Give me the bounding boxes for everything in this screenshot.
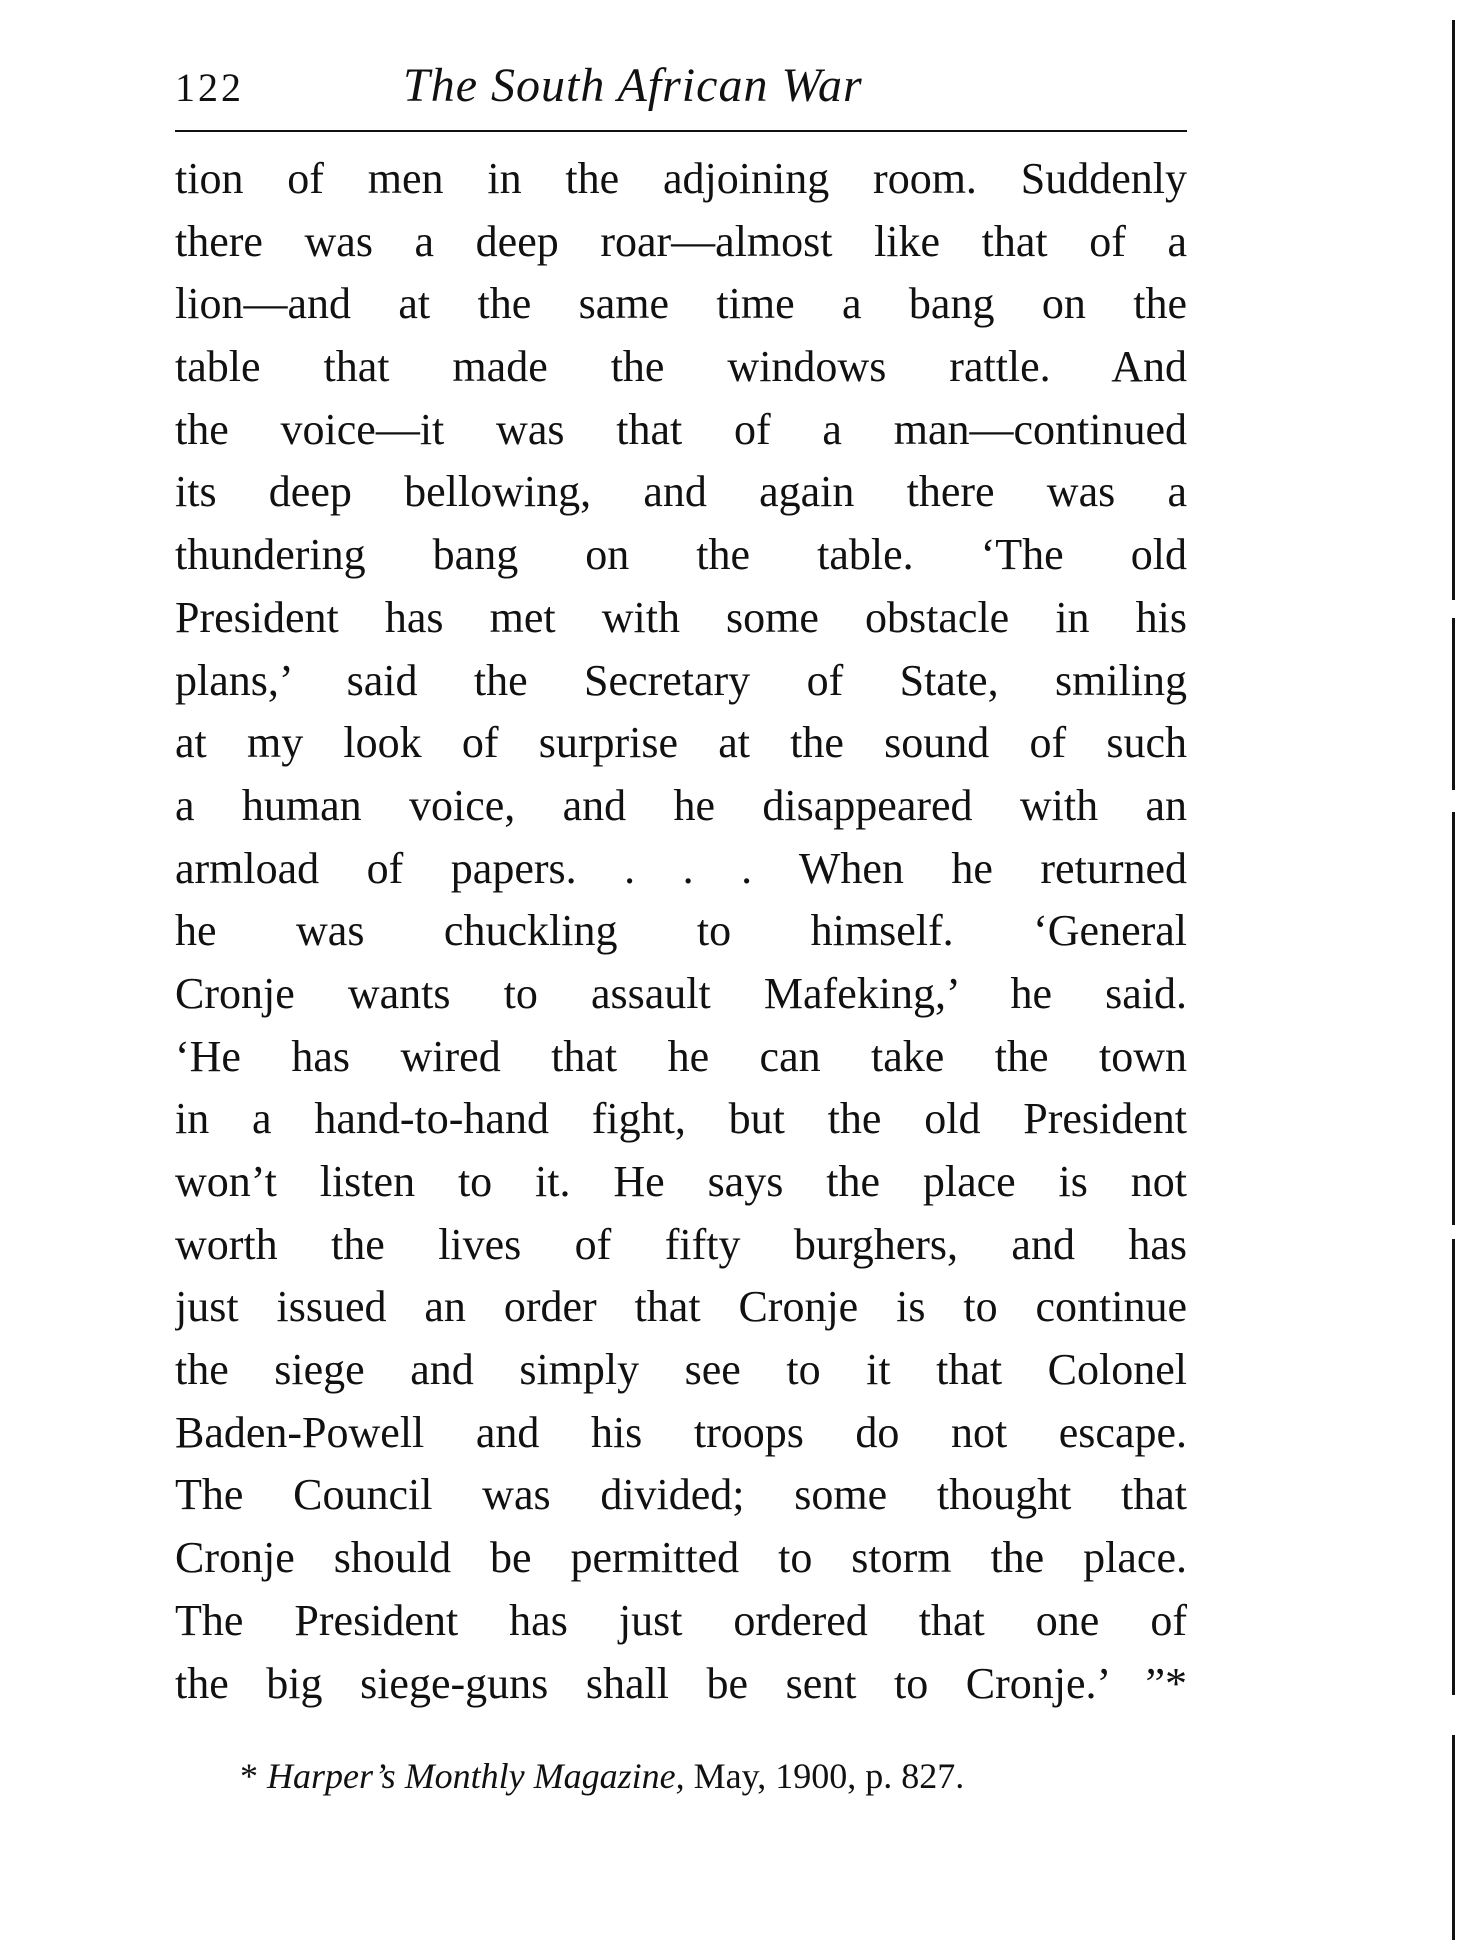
page-edge-gap: [1452, 790, 1455, 812]
text-line: Baden-Powell and his troops do not escape.: [175, 1407, 1187, 1457]
text-line: the siege and simply see to it that Colonel: [175, 1345, 1187, 1395]
text-line: there was a deep roar—almost like that of a: [175, 216, 1187, 266]
text-line: Cronje should be permitted to storm the place.: [175, 1533, 1187, 1583]
footnote-marker: *: [240, 1756, 267, 1796]
text-line: in a hand-to-hand fight, but the old President: [175, 1094, 1187, 1144]
text-line: at my look of surprise at the sound of such: [175, 718, 1187, 768]
text-line: won’t listen to it. He says the place is not: [175, 1157, 1187, 1206]
text-line: table that made the windows rattle. And: [175, 342, 1187, 392]
body-text: [175, 148, 1187, 1715]
text-line: The Council was divided; some thought that: [175, 1470, 1187, 1520]
text-line: a human voice, and he disappeared with an: [175, 780, 1187, 830]
page-edge-gap: [1452, 1695, 1455, 1735]
footnote-source: Harper’s Monthly Magazine,: [267, 1756, 685, 1796]
running-head: [175, 58, 1187, 122]
footnote: [240, 1755, 964, 1797]
page-number: 122: [175, 65, 244, 110]
page-edge-gap: [1452, 600, 1455, 618]
running-title: The South African War: [403, 59, 863, 112]
text-line: ‘He has wired that he can take the town: [175, 1031, 1187, 1081]
page-edge-line: [1452, 20, 1455, 1940]
text-line: the big siege-guns shall be sent to Cronje.’ ”*: [175, 1658, 1187, 1708]
text-line: the voice—it was that of a man—continued: [175, 404, 1187, 454]
text-line: he was chuckling to himself. ‘General: [175, 906, 1187, 956]
text-line: just issued an order that Cronje is to continue: [175, 1282, 1187, 1332]
footnote-citation: May, 1900, p. 827.: [684, 1756, 965, 1796]
text-line: its deep bellowing, and again there was a: [175, 467, 1187, 517]
text-line: The President has just ordered that one of: [175, 1595, 1187, 1645]
text-line: lion—and at the same time a bang on the: [175, 279, 1187, 329]
text-line: President has met with some obstacle in his: [175, 592, 1187, 642]
header-rule: [175, 130, 1187, 132]
text-line: armload of papers. . . . When he returned: [175, 843, 1187, 893]
text-line: plans,’ said the Secretary of State, smiling: [175, 655, 1187, 705]
text-line: worth the lives of fifty burghers, and has: [175, 1219, 1187, 1269]
page-edge-gap: [1452, 1225, 1455, 1239]
text-line: tion of men in the adjoining room. Suddenly: [175, 154, 1187, 203]
text-line: thundering bang on the table. ‘The old: [175, 530, 1187, 580]
text-line: Cronje wants to assault Mafeking,’ he said.: [175, 968, 1187, 1018]
